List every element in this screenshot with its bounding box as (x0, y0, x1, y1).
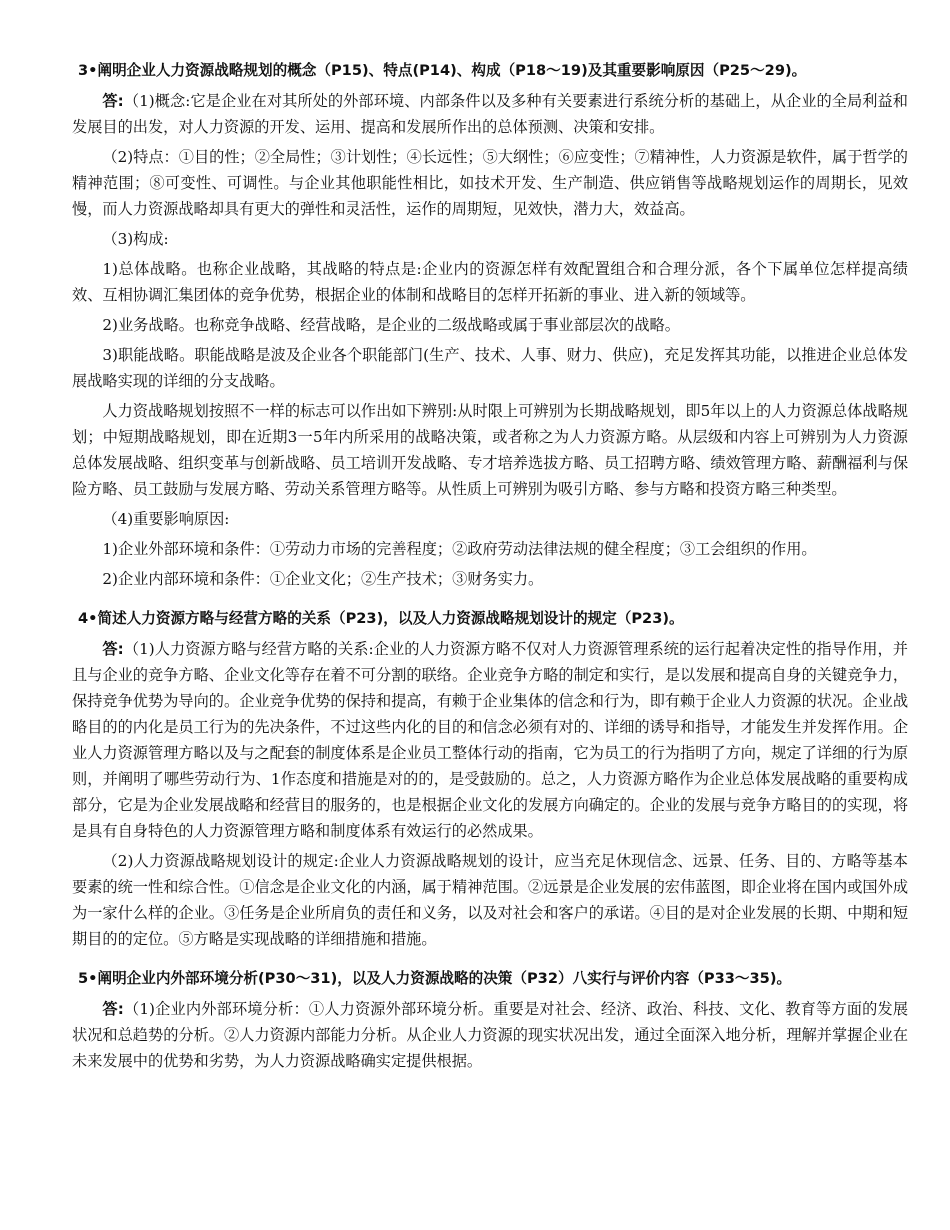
q3-concept-paragraph (72, 88, 908, 140)
q3-classification-paragraph: 人力资战略规划按照不一样的标志可以作出如下辨别:从时限上可辨别为长期战略规划，即5年以上的人力资源总体战略规划；中短期战略规划，即在近期3一5年内所采用的战略决策，或者称之为人力资源方略。从层级和内容上可辨别为人力资源总体发展战略、组织变革与创新战略、员工培训开发战略、专才培养选拔方略、员工招聘方略、绩效管理方略、薪酬福利与保险方略、员工鼓励与发展方略、劳动关系管理方略等。从性质上可辨别为吸引方略、参与方略和投资方略三种类型。 (72, 402, 908, 498)
q5-environment-analysis-text: （1)企业内外部环境分析：①人力资源外部环境分析。重要是对社会、经济、政治、科技、文化、教育等方面的发展状况和总趋势的分析。②人力资源内部能力分析。从企业人力资源的现实状况出发，通过全面深入地分析，理解并掌握企业在未来发展中的优势和劣势，为人力资源战略确实定提供根据。 (72, 1000, 909, 1070)
q4-relationship-paragraph (72, 636, 908, 844)
question-4-title: 4•简述人力资源方略与经营方略的关系（P23)，以及人力资源战略规划设计的规定（P23)。 (78, 610, 684, 627)
q3-external-factors: 1)企业外部环境和条件：①劳动力市场的完善程度；②政府劳动法律法规的健全程度；③工会组织的作用。 (102, 540, 817, 558)
q3-internal-factors: 2)企业内部环境和条件：①企业文化；②生产技术；③财务实力。 (102, 570, 544, 588)
question-5-title: 5•阐明企业内外部环境分析(P30～31)，以及人力资源战略的决策（P32）八实行与评价内容（P33～35)。 (78, 970, 792, 987)
document-page (72, 58, 908, 1078)
q5-environment-analysis-paragraph (72, 996, 908, 1074)
q3-business-strategy: 2)业务战略。也称竞争战略、经营战略，是企业的二级战略或属于事业部层次的战略。 (102, 316, 680, 334)
q3-overall-strategy: 1)总体战略。也称企业战略，其战略的特点是:企业内的资源怎样有效配置组合和合理分派，各个下属单位怎样提高绩效、互相协调汇集团体的竞争优势，根据企业的体制和战略目的怎样开拓新的事业、进入新的领域等。 (72, 260, 908, 304)
answer-label: 答: (102, 92, 124, 110)
q3-features-paragraph: （2)特点：①目的性；②全局性；③计划性；④长远性；⑤大纲性；⑥应变性；⑦精神性，人力资源是软件，属于哲学的精神范围；⑧可变性、可调性。与企业其他职能性相比，如技术开发、生产制造、供应销售等战略规划运作的周期长，见效慢，而人力资源战略却具有更大的弹性和灵活性，运作的周期短，见效快，潜力大，效益高。 (72, 148, 908, 218)
q3-composition-heading: （3)构成: (102, 230, 169, 248)
q4-design-requirements-paragraph: （2)人力资源战略规划设计的规定:企业人力资源战略规划的设计，应当充足休现信念、远景、任务、目的、方略等基本要素的统一性和综合性。①信念是企业文化的内涵，属于精神范围。②远景是企业发展的宏伟蓝图，即企业将在国内或国外成为一家什么样的企业。③任务是企业所肩负的责任和义务，以及对社会和客户的承诺。④目的是对企业发展的长期、中期和短期目的的定位。⑤方略是实现战略的详细措施和措施。 (72, 852, 908, 948)
q4-relationship-text: （1)人力资源方略与经营方略的关系:企业的人力资源方略不仅对人力资源管理系统的运行起着决定性的指导作用，并且与企业的竞争方略、企业文化等存在着不可分割的联络。企业竞争方略的制定和实行，是以发展和提高自身的关键竞争力，保持竞争优势为导向的。企业竞争优势的保持和提高，有赖于企业集体的信念和行为，即有赖于企业人力资源的状况。企业战略目的的内化是员工行为的先决条件，不过这些内化的目的和信念必须有对的、详细的诱导和指导，才能发生并发挥作用。企业人力资源管理方略以及与之配套的制度体系是企业员工整体行动的指南，它为员工的行为指明了方向，规定了详细的行为原则，并阐明了哪些劳动行为、1作态度和措施是对的的，是受鼓励的。总之，人力资源方略作为企业总体发展战略的重要构成部分，它是为企业发展战略和经营目的服务的，也是根据企业文化的发展方向确定的。企业的发展与竞争方略目的的实现，将是具有自身特色的人力资源管理方略和制度体系有效运行的必然成果。 (72, 640, 908, 840)
q3-functional-strategy: 3)职能战略。职能战略是波及企业各个职能部门(生产、技术、人事、财力、供应)，充足发挥其功能，以推进企业总体发展战略实现的详细的分支战略。 (72, 346, 908, 390)
question-3-title: 3•阐明企业人力资源战略规划的概念（P15)、特点(P14)、构成（P18～19)及其重要影响原因（P25～29)。 (78, 62, 807, 79)
answer-label: 答: (102, 1000, 124, 1018)
q3-factors-heading: （4)重要影响原因: (102, 510, 230, 528)
q3-concept-text: （1)概念:它是企业在对其所处的外部环境、内部条件以及多种有关要素进行系统分析的基础上，从企业的全局利益和发展目的出发，对人力资源的开发、运用、提高和发展所作出的总体预测、决策和安排。 (72, 92, 908, 136)
answer-label: 答: (102, 640, 124, 658)
